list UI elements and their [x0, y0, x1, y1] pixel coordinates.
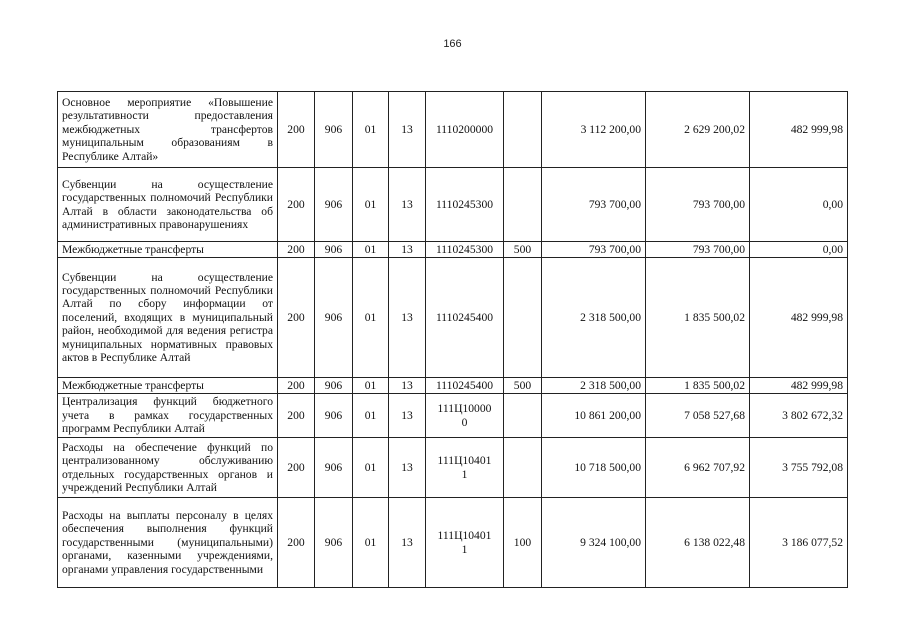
department-code-cell: 906: [315, 378, 353, 394]
table-row: [58, 394, 848, 438]
approved-amount-cell: 10 718 500,00: [542, 438, 646, 498]
remainder-amount-cell: 0,00: [750, 242, 848, 258]
executed-amount-cell: 793 700,00: [646, 242, 750, 258]
subsection-code-cell: 13: [389, 168, 426, 242]
target-article-code-wrap: 1: [461, 467, 468, 481]
target-article-code-wrap: 1: [461, 542, 468, 556]
subsection-code-cell: 13: [389, 378, 426, 394]
target-article-cell: [426, 498, 504, 588]
executed-amount-cell: 793 700,00: [646, 168, 750, 242]
row-name-cell: Межбюджетные трансферты: [58, 378, 278, 394]
approved-amount-cell: 3 112 200,00: [542, 92, 646, 168]
subsection-code-cell: 13: [389, 258, 426, 378]
expense-type-cell: [504, 438, 542, 498]
table-row: [58, 242, 848, 258]
approved-amount-cell: 10 861 200,00: [542, 394, 646, 438]
subsection-code-cell: 13: [389, 498, 426, 588]
target-article-cell: [426, 378, 504, 394]
table-row: [58, 92, 848, 168]
row-name-cell: Межбюджетные трансферты: [58, 242, 278, 258]
admin-code-cell: 200: [278, 498, 315, 588]
admin-code-cell: 200: [278, 92, 315, 168]
remainder-amount-cell: 482 999,98: [750, 92, 848, 168]
approved-amount-cell: 2 318 500,00: [542, 258, 646, 378]
row-name-cell: Субвенции на осуществление государственных полномочий Республики Алтай в области законодательства об административных правонарушениях: [58, 168, 278, 242]
target-article-code: 111Ц10000: [437, 402, 492, 416]
expense-type-cell: 100: [504, 498, 542, 588]
remainder-amount-cell: 482 999,98: [750, 258, 848, 378]
executed-amount-cell: 6 138 022,48: [646, 498, 750, 588]
executed-amount-cell: 2 629 200,02: [646, 92, 750, 168]
department-code-cell: 906: [315, 242, 353, 258]
row-name-cell: Расходы на выплаты персоналу в целях обеспечения выполнения функций государственными (муниципальными) органами, казенными учреждениями, органами управления государственными: [58, 498, 278, 588]
row-name-cell: Субвенции на осуществление государственных полномочий Республики Алтай по сбору информации от поселений, входящих в муниципальный район, необходимой для ведения регистра муниципальных нормативных правовых актов в Республике Алтай: [58, 258, 278, 378]
executed-amount-cell: 7 058 527,68: [646, 394, 750, 438]
expense-type-cell: [504, 394, 542, 438]
department-code-cell: 906: [315, 438, 353, 498]
approved-amount-cell: 793 700,00: [542, 168, 646, 242]
department-code-cell: 906: [315, 498, 353, 588]
approved-amount-cell: 793 700,00: [542, 242, 646, 258]
admin-code-cell: 200: [278, 378, 315, 394]
admin-code-cell: 200: [278, 168, 315, 242]
remainder-amount-cell: 0,00: [750, 168, 848, 242]
target-article-cell: [426, 168, 504, 242]
target-article-code: 111Ц10401: [437, 454, 492, 468]
target-article-code-wrap: 0: [461, 415, 468, 429]
table-row: [58, 378, 848, 394]
remainder-amount-cell: 482 999,98: [750, 378, 848, 394]
admin-code-cell: 200: [278, 394, 315, 438]
row-name-cell: Расходы на обеспечение функций по централизованному обслуживанию отдельных государственных органов и учреждений Республики Алтай: [58, 438, 278, 498]
section-code-cell: 01: [353, 92, 389, 168]
section-code-cell: 01: [353, 394, 389, 438]
section-code-cell: 01: [353, 242, 389, 258]
department-code-cell: 906: [315, 92, 353, 168]
row-name-cell: Основное мероприятие «Повышение результативности предоставления межбюджетных трансфертов муниципальным образованиям в Республике Алтай»: [58, 92, 278, 168]
section-code-cell: 01: [353, 168, 389, 242]
section-code-cell: 01: [353, 258, 389, 378]
table-row: [58, 438, 848, 498]
subsection-code-cell: 13: [389, 92, 426, 168]
executed-amount-cell: 6 962 707,92: [646, 438, 750, 498]
page-number: 166: [443, 38, 462, 50]
expense-type-cell: [504, 258, 542, 378]
admin-code-cell: 200: [278, 438, 315, 498]
expense-type-cell: [504, 168, 542, 242]
section-code-cell: 01: [353, 378, 389, 394]
budget-table: [57, 91, 848, 588]
remainder-amount-cell: 3 755 792,08: [750, 438, 848, 498]
target-article-code: 1110245300: [435, 197, 494, 211]
target-article-cell: [426, 242, 504, 258]
target-article-cell: [426, 258, 504, 378]
target-article-cell: [426, 92, 504, 168]
subsection-code-cell: 13: [389, 242, 426, 258]
table-row: [58, 258, 848, 378]
executed-amount-cell: 1 835 500,02: [646, 258, 750, 378]
table-row: [58, 498, 848, 588]
target-article-code: 111Ц10401: [437, 529, 492, 543]
table-row: [58, 168, 848, 242]
subsection-code-cell: 13: [389, 438, 426, 498]
section-code-cell: 01: [353, 498, 389, 588]
admin-code-cell: 200: [278, 242, 315, 258]
target-article-cell: [426, 394, 504, 438]
section-code-cell: 01: [353, 438, 389, 498]
remainder-amount-cell: 3 186 077,52: [750, 498, 848, 588]
target-article-code: 1110245400: [435, 310, 494, 324]
remainder-amount-cell: 3 802 672,32: [750, 394, 848, 438]
expense-type-cell: 500: [504, 378, 542, 394]
executed-amount-cell: 1 835 500,02: [646, 378, 750, 394]
approved-amount-cell: 9 324 100,00: [542, 498, 646, 588]
department-code-cell: 906: [315, 168, 353, 242]
expense-type-cell: 500: [504, 242, 542, 258]
department-code-cell: 906: [315, 394, 353, 438]
target-article-cell: [426, 438, 504, 498]
target-article-code: 1110245300: [435, 242, 494, 256]
target-article-code: 1110200000: [435, 122, 494, 136]
subsection-code-cell: 13: [389, 394, 426, 438]
target-article-code: 1110245400: [435, 378, 494, 392]
department-code-cell: 906: [315, 258, 353, 378]
expense-type-cell: [504, 92, 542, 168]
approved-amount-cell: 2 318 500,00: [542, 378, 646, 394]
row-name-cell: Централизация функций бюджетного учета в рамках государственных программ Республики Алтай: [58, 394, 278, 438]
admin-code-cell: 200: [278, 258, 315, 378]
